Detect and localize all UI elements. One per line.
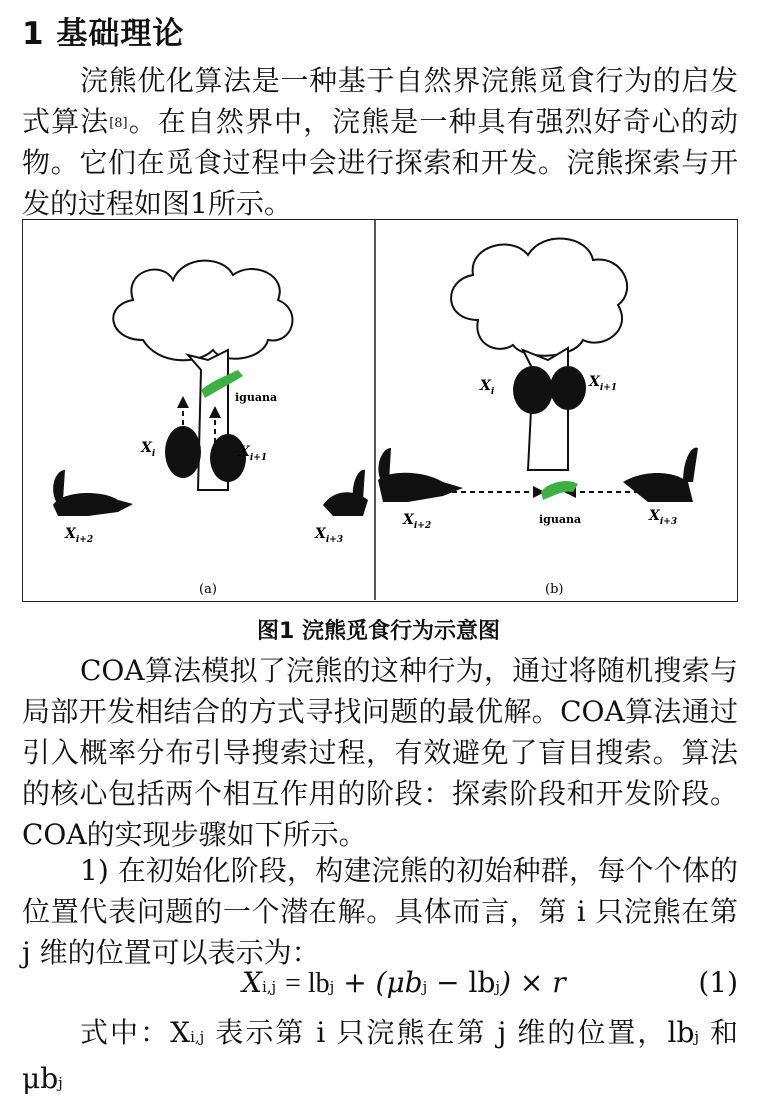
tree-b [451,239,627,470]
label-xi2-a: $X_{i+2}$ [65,526,94,545]
paragraph-intro [22,60,738,224]
panel-b-tag: (b) [545,582,564,597]
iguana-b [541,481,578,500]
label-xi2-b: $X_{i+2}$ [403,512,432,531]
label-xi3-b: $X_{i+3}$ [649,508,678,527]
label-xi3-a: $X_{i+3}$ [315,526,344,545]
paragraph-coa: COA算法模拟了浣熊的这种行为，通过将随机搜索与局部开发相结合的方式寻找问题的最优解。COA算法通过引入概率分布引导搜索过程，有效避免了盲目搜索。算法的核心包括两个相互作用的阶段：探索阶段和开发阶段。COA的实现步骤如下所示。 [22,654,738,851]
label-xi1-b: $X_{i+1}$ [589,374,618,393]
section-heading: 1 基础理论 [22,16,185,52]
iguana-label-b: iguana [539,513,582,526]
figure-caption: 图1 浣熊觅食行为示意图 [257,619,500,644]
citation-ref: [8] [109,116,128,131]
figure-illustration [23,220,736,600]
panel-a-tag: (a) [199,582,217,597]
paragraph-init: 1) 在初始化阶段，构建浣熊的初始种群，每个个体的位置代表问题的一个潜在解。具体而言，第 i 只浣熊在第 j 维的位置可以表示为： [22,854,738,969]
paragraph-where: 式中：Xi,j 表示第 i 只浣熊在第 j 维的位置，lbj 和 μbj [22,1016,738,1095]
label-xi1-a: $X_{i+1}$ [239,444,268,463]
iguana-label-a: iguana [235,391,278,404]
equation-formula: Xi,j = lbj + (μbj − lbj) × r [242,966,566,999]
label-xi-b: $X_i$ [480,378,495,397]
equation-number: (1) [698,966,738,999]
equation-1 [22,966,738,1006]
intro-text: 浣熊优化算法是一种基于自然界浣熊觅食行为的启发式算法 [22,64,738,138]
intro-text-rest: 。在自然界中，浣熊是一种具有强烈好奇心的动物。它们在觅食过程中会进行探索和开发。浣熊探索与开发的过程如图1所示。 [22,105,738,220]
label-xi-a: $X_i$ [141,440,156,459]
figure-1 [22,219,738,602]
